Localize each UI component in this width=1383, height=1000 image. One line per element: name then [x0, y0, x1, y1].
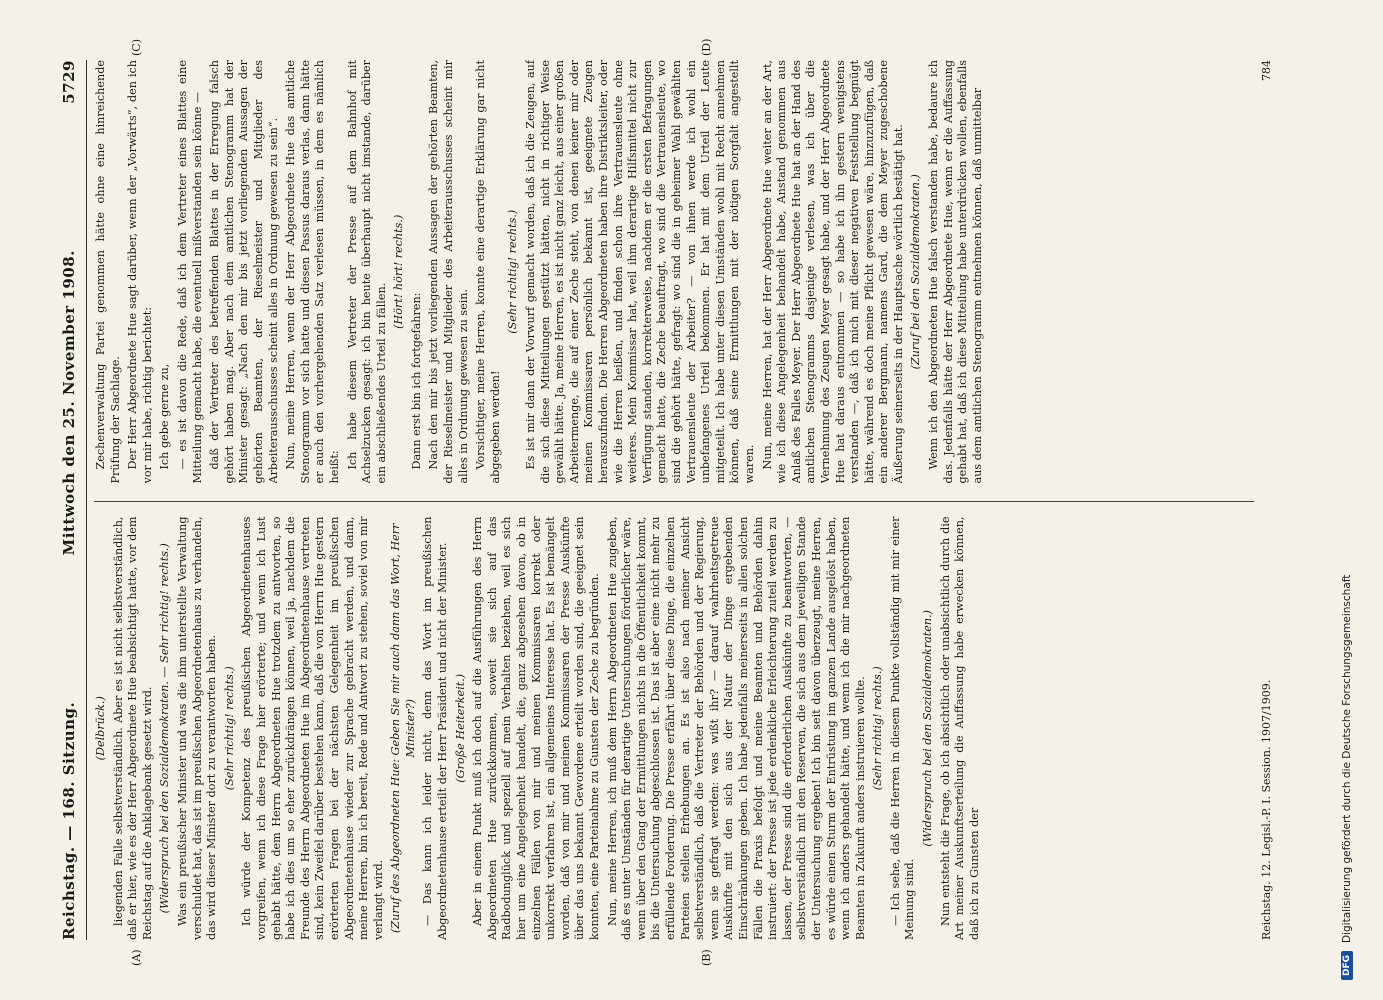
footer-signature: 784 — [1260, 60, 1273, 81]
left_column-paragraph: — Das kann ich leider nicht, denn das Wort im preußischen Abgeordnetenhause erteilt der Herr Präsident und nicht der Minister. — [421, 516, 450, 940]
left-column — [94, 502, 1254, 941]
page-header — [60, 60, 87, 940]
left_column-paragraph: (Widerspruch bei den Sozialdemokraten.) — [921, 609, 935, 847]
right_column-paragraph: (Sehr richtig! rechts.) — [506, 209, 520, 334]
margin-marker-d: (D) — [700, 38, 713, 56]
page-number: 5729 — [60, 60, 78, 104]
dfg-logo: DFG — [1341, 951, 1353, 980]
left_column-paragraph: (Sehr richtig! rechts.) — [871, 666, 885, 791]
rotated-page-content — [60, 38, 1300, 966]
right_column-paragraph: Wenn ich den Abgeordneten Hue falsch verstanden habe, bedaure ich das. Jedenfalls hätte der Herr Abgeordnete Hue, wenn er die Auffassung gehabt hat, daß ich diese Mitteilung habe unterdrücken wollen, ebenfalls aus dem amtlichen Stenogramm entnehmen können, daß unmittelbar — [927, 60, 984, 484]
left_column-paragraph: Was ein preußischer Minister und was die ihm unterstellte Verwaltung verschuldet hat, das ist im preußischen Abgeordnetenhaus zu verhandeln, das wird dieser Minister dort zu verantworten haben. — [175, 516, 219, 940]
right_column-paragraph: — es ist davon die Rede, daß ich dem Vertreter eines Blattes eine Mitteilung gemacht habe, die eventuell mißverstanden sein könne — — [175, 60, 204, 484]
margin-marker-c: (C) — [130, 39, 143, 56]
right_column-paragraph: daß der Vertreter des betreffenden Blattes in der Erregung falsch gehört haben mag. Aber nach dem amtlichen Stenogramm hat der Minister gesagt: „Nach den mir bis jetzt vorliegenden Aussagen der gehörten Beamten, der Rieselmeister und Mitglieder des Arbeiterausschusses scheint alles in Ordnung gewesen zu sein“. — [208, 60, 280, 484]
right_column-paragraph: (Zuruf bei den Sozialdemokraten.) — [909, 174, 923, 370]
right_column-paragraph: Nach den mir bis jetzt vorliegenden Aussagen der gehörten Beamten, der Rieselmeister und Mitglieder des Arbeiterausschusses scheint mir alles in Ordnung gewesen zu sein. — [427, 60, 470, 484]
right_column-paragraph: Zechenverwaltung Partei genommen hätte ohne eine hinreichende Prüfung der Sachlage. — [94, 60, 122, 484]
funding-note: Digitalisierung gefördert durch die Deutsche Forschungsgemeinschaft — [1341, 574, 1353, 943]
left_column-paragraph: Ich würde der Kompetenz des preußischen Abgeordnetenhauses vorgreifen, wenn ich diese Frage hier erörterte; und wenn ich Lust gehabt hätte, dem Herrn Abgeordneten Hue trotzdem zu antworten, so habe ich dies um so eher zurückdrängen können, weil ja, nachdem die Freunde des Herrn Abgeordneten Hue im Abgeordnetenhause vertreten sind, kein Zweifel darüber bestehen kann, daß die von Herrn Hue gestern erörterten Fragen bei der nächsten Gelegenheit im preußischen Abgeordnetenhause wieder zur Sprache gebracht werden, und dann, meine Herren, bin ich bereit, Rede und Antwort zu stehen, soviel von mir verlangt wird. — [240, 516, 385, 940]
left_column-paragraph: Aber in einem Punkt muß ich doch auf die Ausführungen des Herrn Abgeordneten Hue zurückkommen, soweit sie sich auf das Radbodunglück und speziell auf mein Verhalten beziehen, weil es sich hier um eine Angelegenheit handelt, die, ganz abgesehen davon, ob in einzelnen Fällen von mir und meinen Kommissaren korrekt oder unkorrekt verfahren ist, ein allgemeines Interesse hat. Es ist bemängelt worden, daß von mir und meinen Kommissaren der Presse Auskünfte über das uns bekannt Gewordene erteilt worden sind, die geeignet sein konnten, eine Parteinahme zu Gunsten der Zeche zu begründen. — [471, 516, 601, 940]
header-date: Mittwoch den 25. November 1908. — [60, 250, 78, 556]
left_column-paragraph: (Widerspruch bei den Sozialdemokraten. — Sehr richtig! rechts.) — [158, 543, 172, 914]
footer-left: Reichstag. 12. Legisl.-P. I. Session. 1907/1909. — [1260, 679, 1273, 940]
left_column-paragraph: liegenden Falle selbstverständlich. Aber es ist nicht selbstverständlich, daß er hier, wie es der Herr Abgeordnete Hue beabsichtigt hatte, vor dem Reichstag auf die Anklagebank gesetzt wird. — [111, 516, 154, 940]
right_column-paragraph: Es ist mir dann der Vorwurf gemacht worden, daß ich die Zeugen, auf die sich diese Mitteilungen gestützt hätten, nicht in richtiger Weise gewählt hätte. Ja, meine Herren, es ist nicht ganz leicht, aus einer großen Arbeitermenge, die auf einer Zeche steht, von denen keiner mir oder meinen Kommissaren persönlich bekannt ist, geeignete Zeugen herauszufinden. Die Herren Abgeordneten haben ihre Distriktsleiter, oder wie die Herren heißen, und finden schon ihre Vertrauensleute ohne weiteres. Mein Kommissar hat, weil ihm derartige Hilfsmittel nicht zur Verfügung standen, korrekterweise, nachdem er die ersten Befragungen gemacht hatte, die Zeche beauftragt, wo sind die Vertrauensleute, wo sind die gehört hätte, gefragt: wo sind die in geheimer Wahl gewählten Vertrauensleute der Arbeiter? — von ihnen werde ich wohl ein unbefangenes Urteil bekommen. Er hat mit dem Urteil der Leute mitgeteilt. Ich habe unter diesen Umständen wohl mit Recht annehmen können, daß seine Ermittlungen mit der nötigen Sorgfalt angestellt waren. — [524, 60, 756, 484]
left_column-paragraph: — Ich sehe, daß die Herren in diesem Punkte vollständig mit mir einer Meinung sind. — [888, 516, 917, 940]
right_column-paragraph: Ich habe diesem Vertreter der Presse auf dem Bahnhof mit Achselzucken gesagt: ich bin heute überhaupt nicht imstande, darüber ein abschließendes Urteil zu fällen. — [345, 60, 388, 484]
left_column-paragraph: (Große Heiterkeit.) — [453, 673, 467, 783]
side-note — [1336, 20, 1376, 980]
right_column-paragraph: Ich gebe gerne zu, — [158, 363, 172, 470]
right_column-paragraph: Vorsichtiger, meine Herren, konnte eine derartige Erklärung gar nicht abgegeben werden! — [474, 60, 502, 484]
page-footer — [1260, 60, 1280, 940]
left_column-paragraph: Nun, meine Herren, ich muß dem Herrn Abgeordneten Hue zugeben, daß es unter Umständen für derartige Untersuchungen förderlicher wäre, wenn über den Gang der Ermittlungen nichts in die Öffentlichkeit kommt, bis die Untersuchung abgeschlossen ist. Das ist aber eine nicht mehr zu erfüllende Forderung. Die Presse erfährt über diese Dinge, die einzelnen Parteien stellen Erhebungen an. Es ist also nach meiner Ansicht selbstverständlich, daß die Vertreter der Behörden und der Regierung, wenn sie gefragt werden: was wißt ihr? — darauf wahrheitsgetreue Auskünfte mit den sich aus der Natur der Dinge ergebenden Einschränkungen geben. Ich habe jedenfalls meinerseits in allen solchen Fällen die Praxis befolgt und meine Beamten und Behörden dahin instruiert: der Presse ist jede erdenkliche Erleichterung zuteil werden zu lassen, der Presse sind die erforderlichen Auskünfte zu beantworten, — selbstverständlich mit den Reserven, die sich aus dem jeweiligen Stande der Untersuchung ergeben! Ich bin seit davon überzeugt, meine Herren, es würde einen Sturm der Entrüstung im ganzen Lande ausgelöst haben, wenn ich anders gehandelt hätte, und wenn ich die mir nachgeordneten Beamten in Zukunft anders instruieren wollte. — [605, 516, 867, 940]
right_column-paragraph: Dann erst bin ich fortgefahren: — [409, 292, 423, 470]
header-left: Reichstag. — 168. Sitzung. — [60, 701, 78, 940]
text-columns — [94, 60, 1254, 940]
left_column-paragraph: Nun entsteht die Frage, ob ich absichtlich oder unabsichtlich durch die Art meiner Auskunftserteilung die Auffassung habe erwecken können, daß ich zu Gunsten der — [938, 516, 981, 940]
newspaper-page — [60, 38, 1300, 966]
right_column-paragraph: Der Herr Abgeordnete Hue sagt darüber, wenn der „Vorwärts“, den ich vor mir habe, richtig berichtet: — [126, 60, 154, 484]
right_column-paragraph: Nun, meine Herren, hat der Herr Abgeordnete Hue weiter an der Art, wie ich diese Angelegenheit behandelt habe, Anstand genommen aus Anlaß des Falles Meyer. Der Herr Abgeordnete Hue hat an der Hand des amtlichen Stenogramms dasjenige verlesen, was ich über die Vernehmung des Zeugen Meyer gesagt habe, und der Herr Abgeordnete Hue hat daraus entnommen — so habe ich ihn gestern wenigstens verstanden —, daß ich mich mit dieser negativen Feststellung begnügt hätte, während es doch meine Pflicht gewesen wäre, hinzuzufügen, daß ein anderer Bergmann, namens Gard, die dem Meyer zugeschobene Äußerung seinerseits in der Hauptsache wörtlich bestätigt hat. — [760, 60, 905, 484]
right_column-paragraph: (Hört! hört! rechts.) — [392, 214, 406, 329]
right-column — [94, 60, 1254, 484]
right_column-paragraph: Nun, meine Herren, wenn der Herr Abgeordnete Hue das amtliche Stenogramm vor sich hatte und diesen Passus daraus verlas, dann hätte er auch den vorhergehenden Satz verlesen müssen, in dem es nämlich heißt: — [284, 60, 341, 484]
margin-marker-b: (B) — [700, 949, 713, 966]
left_column-paragraph: (Zuruf des Abgeordneten Hue: Geben Sie mir auch dann das Wort, Herr Minister?) — [389, 523, 417, 933]
margin-marker-a: (A) — [130, 949, 143, 966]
left_column-paragraph: (Delbrück.) — [94, 696, 107, 761]
left_column-paragraph: (Sehr richtig! rechts.) — [222, 666, 236, 791]
